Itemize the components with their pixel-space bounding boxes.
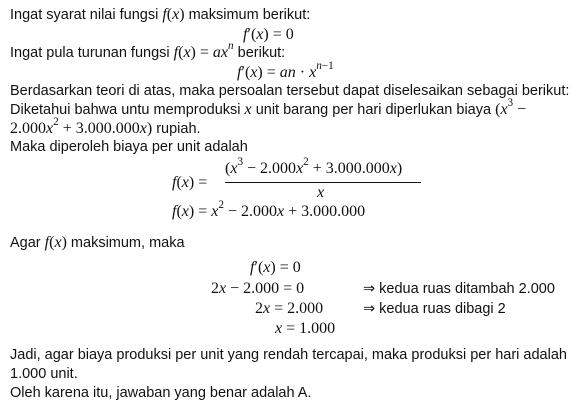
line-3-text: Ingat pula turunan fungsi: [10, 45, 170, 61]
line-9: [10, 234, 185, 252]
line-7-tail: rupiah.: [156, 121, 201, 137]
line-8: Maka diperoleh biaya per unit adalah: [10, 139, 248, 155]
line-3-math: $f(x) = ax^n$: [173, 40, 234, 61]
step-3: 2x = 2.000: [255, 300, 324, 317]
fraction-lhs: f(x) =: [172, 174, 208, 191]
line-6-tail: unit barang per hari diperlukan biaya: [255, 102, 492, 118]
line-7: [10, 116, 201, 138]
fraction-numerator: $(x^3 - 2.000x^2 + 3.000.000x)$: [225, 156, 403, 177]
line-9-math: f(x): [44, 234, 67, 251]
line-1-text: Ingat syarat nilai fungsi: [10, 7, 159, 23]
line-7-math: $2.000x^2 + 3.000.000x$): [10, 116, 153, 137]
line-3-tail: berikut:: [237, 45, 286, 61]
equation-power-rule: f′(x) = an · $x^{n-1}$: [237, 60, 334, 81]
line-9-tail: maksimum, maka: [70, 235, 185, 251]
line-6-math: ($x^3$ −: [495, 97, 527, 118]
line-10: Jadi, agar biaya produksi per unit yang rendah tercapai, maka produksi per hari adalah: [10, 347, 567, 363]
fraction: [225, 156, 425, 204]
line-3: [10, 40, 286, 62]
line-9-text: Agar: [10, 235, 41, 251]
line-6-math-x: x: [244, 101, 252, 118]
line-6-text: Diketahui bahwa untu memproduksi: [10, 102, 241, 118]
line-1-math: f(x): [162, 6, 185, 23]
step-1: f′(x) = 0: [250, 259, 301, 276]
line-1-tail: maksimum berikut:: [188, 7, 311, 23]
step-2: 2x − 2.000 = 0: [211, 280, 305, 297]
line-1: [10, 6, 310, 24]
line-11: 1.000 unit.: [10, 366, 78, 382]
line-6: [10, 97, 527, 119]
step-4: x = 1.000: [275, 320, 336, 337]
step-3-note: ⇒ kedua ruas dibagi 2: [363, 301, 506, 317]
equation-simplified: $f(x) = x^2 - 2.000x + 3.000.000$: [172, 199, 366, 220]
equation-derivative-zero: f′(x) = 0: [243, 26, 294, 43]
step-2-note: ⇒ kedua ruas ditambah 2.000: [363, 281, 555, 297]
line-12: Oleh karena itu, jawaban yang benar adalah A.: [10, 385, 312, 401]
line-5: Berdasarkan teori di atas, maka persoalan tersebut dapat diselesaikan sebagai berikut:: [10, 83, 570, 99]
fraction-bar: [225, 182, 421, 183]
fraction-denominator: x: [317, 184, 325, 201]
